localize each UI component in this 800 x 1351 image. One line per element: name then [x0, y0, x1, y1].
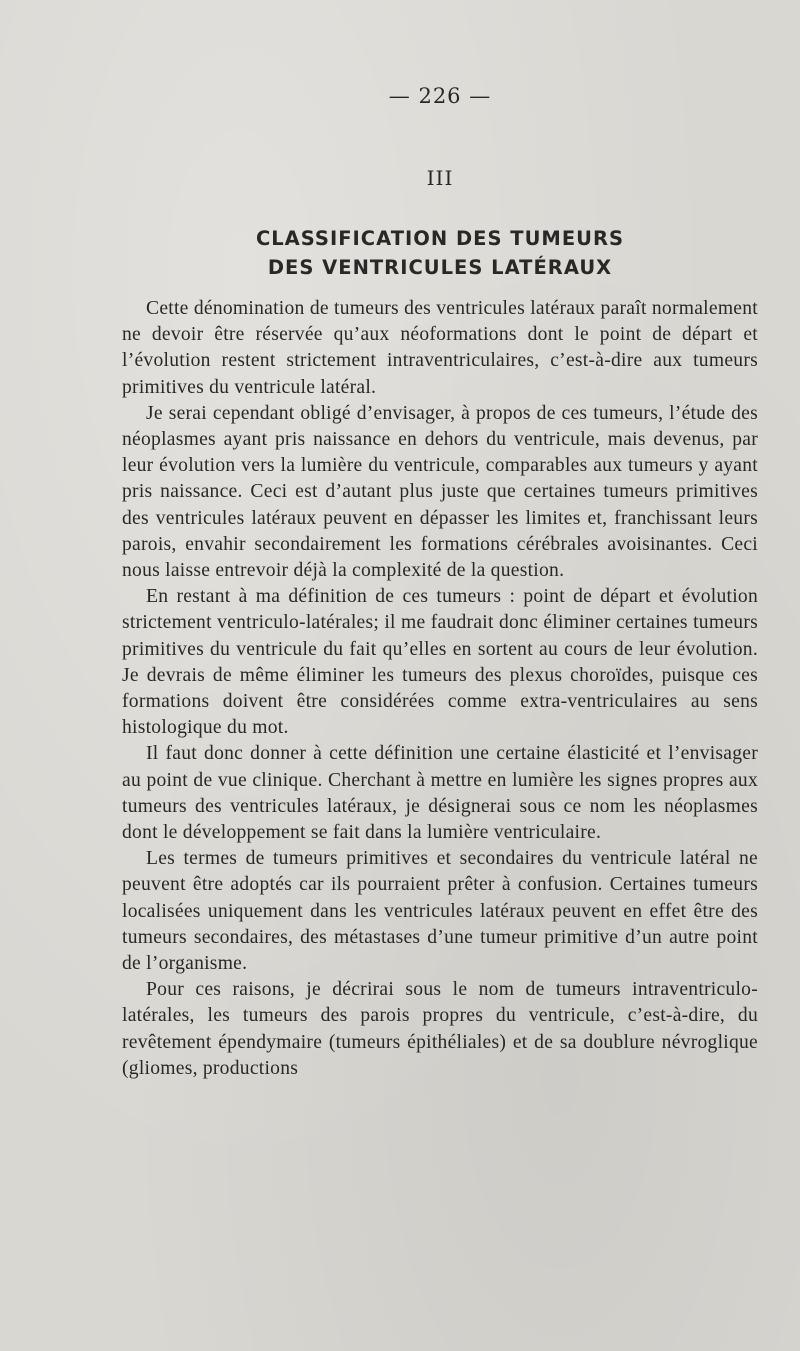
paragraph-5: Les termes de tumeurs primitives et secondaires du ventricule latéral ne peuvent être adoptés car ils pourraient prêter à confusion. Certaines tumeurs localisées uniquement dans les ventricules latéraux peuvent en effet être des tumeurs secondaires, des métastases d’une tumeur primitive d’un autre point de l’organisme.	[122, 848, 758, 975]
chapter-title	[122, 224, 758, 282]
book-page	[122, 0, 758, 1351]
chapter-title-line-2: DES VENTRICULES LATÉRAUX	[267, 256, 613, 279]
paragraph-3: En restant à ma définition de ces tumeurs : point de départ et évolution strictement ventriculo-latérales; il me faudrait donc éliminer certaines tumeurs primitives du ventricule du fait qu’elles en sortent au cours de leur évolution. Je devrais de même éliminer les tumeurs des plexus choroïdes, puisque ces formations doivent être considérées comme extra-ventriculaires au sens histologique du mot.	[122, 586, 758, 739]
paragraph-4: Il faut donc donner à cette définition une certaine élasticité et l’envisager au point de vue clinique. Cherchant à mettre en lumière les signes propres aux tumeurs des ventricules latéraux, je désignerai sous ce nom les néoplasmes dont le développement se fait dans la lumière ventriculaire.	[122, 743, 758, 844]
chapter-title-line-1: CLASSIFICATION DES TUMEURS	[255, 227, 625, 250]
paragraph-1: Cette dénomination de tumeurs des ventricules latéraux paraît normalement ne devoir être réservée qu’aux néoformations dont le point de départ et l’évolution restent strictement intraventriculaires, c’est-à-dire aux tumeurs primitives du ventricule latéral.	[122, 298, 758, 398]
page-number: — 226 —	[388, 84, 492, 108]
paragraph-2: Je serai cependant obligé d’envisager, à propos de ces tumeurs, l’étude des néoplasmes ayant pris naissance en dehors du ventricule, mais devenus, par leur évolution vers la lumière du ventricule, comparables aux tumeurs y ayant pris naissance. Ceci est d’autant plus juste que certaines tumeurs primitives des ventricules latéraux peuvent en dépasser les limites et, franchissant leurs parois, envahir secondairement les formations cérébrales avoisinantes. Ceci nous laisse entrevoir déjà la complexité de la question.	[122, 402, 758, 582]
body-text	[122, 296, 758, 1082]
paragraph-6: Pour ces raisons, je décrirai sous le nom de tumeurs intraventriculo-latérales, les tumeurs des parois propres du ventricule, c’est-à-dire, du revêtement épendymaire (tumeurs épithéliales) et de sa doublure névroglique (gliomes, productions	[122, 979, 758, 1079]
section-numeral: III	[426, 166, 454, 190]
